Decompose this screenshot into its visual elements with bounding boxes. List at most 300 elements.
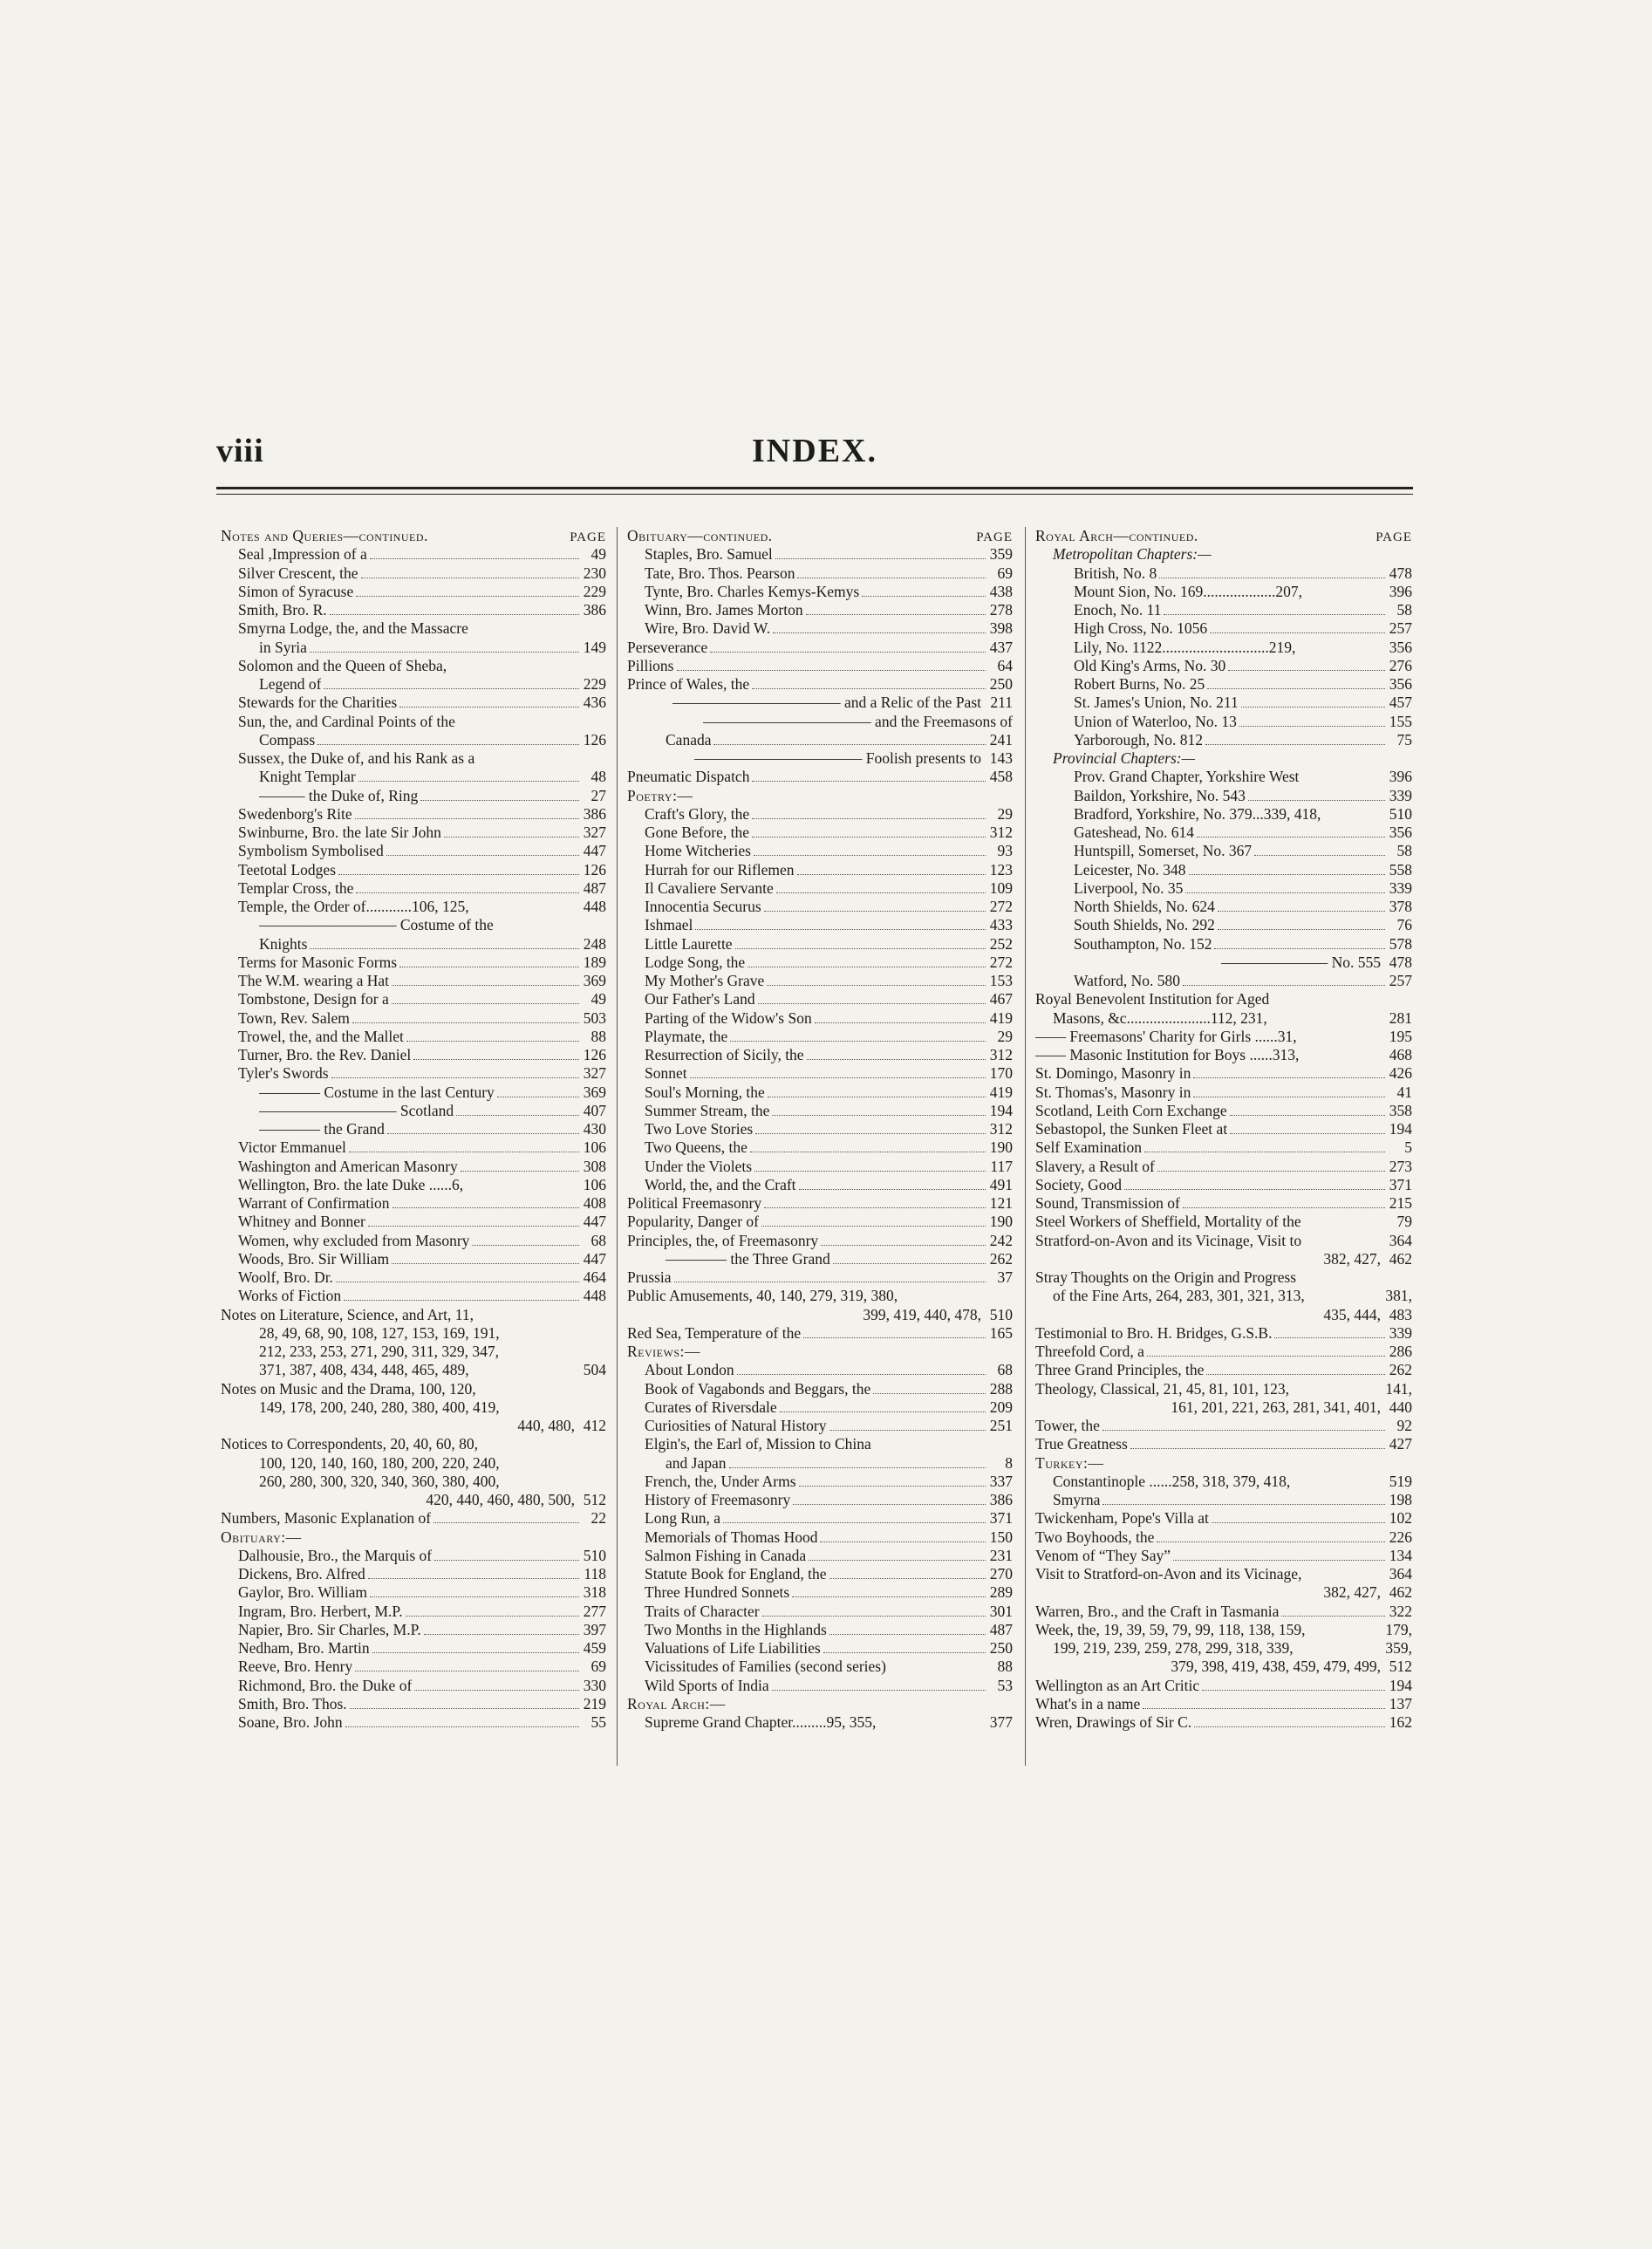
entry-text: ——————— No. 555 bbox=[1220, 953, 1381, 971]
dot-leader bbox=[392, 1003, 579, 1004]
entry-text: 100, 120, 140, 160, 180, 200, 220, 240, bbox=[259, 1453, 500, 1472]
index-entry bbox=[221, 1158, 606, 1176]
dot-leader bbox=[330, 614, 579, 615]
page-number: 121 bbox=[989, 1194, 1013, 1212]
entry-text: Soul's Morning, the bbox=[645, 1083, 765, 1101]
page-number: 48 bbox=[590, 768, 606, 786]
page-number: 386 bbox=[989, 1491, 1013, 1508]
index-entry bbox=[1035, 916, 1412, 934]
page-number: 371 bbox=[1389, 1175, 1412, 1193]
page-column-label: PAGE bbox=[570, 530, 606, 544]
entry-text: Summer Stream, the bbox=[645, 1101, 770, 1119]
entry-text: My Mother's Grave bbox=[645, 972, 765, 989]
index-entry bbox=[627, 990, 1013, 1008]
index-entry bbox=[1035, 972, 1412, 990]
dot-leader bbox=[1218, 929, 1385, 930]
index-entry bbox=[627, 1324, 1013, 1343]
dot-leader bbox=[1205, 744, 1385, 745]
index-entry bbox=[627, 1250, 1013, 1268]
index-entry bbox=[221, 545, 606, 564]
page-number: 369 bbox=[583, 972, 606, 989]
dot-leader bbox=[754, 1171, 986, 1172]
entry-text: Parting of the Widow's Son bbox=[645, 1008, 812, 1027]
index-entry bbox=[627, 1380, 1013, 1398]
entry-text: ————————— Scotland bbox=[259, 1101, 454, 1119]
index-entry bbox=[1035, 1621, 1412, 1639]
entry-text: Long Run, a bbox=[645, 1509, 721, 1528]
page-number: 27 bbox=[590, 786, 606, 804]
dot-leader bbox=[713, 744, 986, 745]
index-entry bbox=[1035, 1064, 1412, 1083]
entry-text: Il Cavaliere Servante bbox=[645, 878, 774, 897]
dot-leader bbox=[456, 1115, 579, 1116]
entry-text: Steel Workers of Sheffield, Mortality of the bbox=[1035, 1213, 1301, 1231]
entry-text: Elgin's, the Earl of, Mission to China bbox=[645, 1435, 871, 1453]
dot-leader bbox=[729, 1467, 986, 1468]
index-entry bbox=[221, 1120, 606, 1138]
page-number: 510 bbox=[989, 1305, 1013, 1323]
entry-text: Society, Good bbox=[1035, 1175, 1122, 1193]
entry-text: Women, why excluded from Masonry bbox=[238, 1231, 470, 1249]
entry-text: Baildon, Yorkshire, No. 543 bbox=[1074, 786, 1246, 804]
page-number: 519 bbox=[1389, 1472, 1412, 1490]
page-number: 8 bbox=[1005, 1453, 1013, 1472]
entry-text: Lily, No. 1122............................219, bbox=[1074, 638, 1296, 656]
page-number: 262 bbox=[1389, 1361, 1412, 1379]
entry-text: Our Father's Land bbox=[645, 990, 755, 1008]
page-number: 377 bbox=[989, 1713, 1013, 1731]
index-entry bbox=[221, 1491, 606, 1509]
dot-leader bbox=[1254, 855, 1385, 856]
entry-text: ——————————— and a Relic of the Past bbox=[672, 694, 981, 712]
dot-leader bbox=[752, 818, 986, 819]
page-number: 251 bbox=[989, 1417, 1013, 1434]
index-entry bbox=[1035, 601, 1412, 619]
entry-text: Valuations of Life Liabilities bbox=[645, 1639, 821, 1657]
entry-text: Three Hundred Sonnets bbox=[645, 1583, 790, 1602]
index-entry bbox=[627, 1417, 1013, 1435]
index-entry bbox=[627, 657, 1013, 675]
entry-text: St. Domingo, Masonry in bbox=[1035, 1064, 1191, 1083]
page-number: 231 bbox=[989, 1546, 1013, 1564]
page-number: 468 bbox=[1389, 1046, 1412, 1063]
index-entry bbox=[1035, 935, 1412, 954]
entry-text: Sebastopol, the Sunken Fleet at bbox=[1035, 1120, 1228, 1138]
page-number: 141, bbox=[1385, 1379, 1412, 1398]
entry-text: Solomon and the Queen of Sheba, bbox=[238, 656, 447, 674]
entry-text: Under the Violets bbox=[645, 1157, 753, 1175]
page-number: 339 bbox=[1389, 878, 1412, 897]
index-entry bbox=[627, 1565, 1013, 1583]
index-entry bbox=[1035, 1046, 1412, 1064]
index-entry bbox=[221, 1454, 606, 1473]
index-entry bbox=[221, 1250, 606, 1268]
index-entry bbox=[1035, 1528, 1412, 1547]
dot-leader bbox=[406, 1616, 579, 1617]
page-number: 229 bbox=[583, 582, 606, 600]
index-entry bbox=[1035, 731, 1412, 749]
index-column-2 bbox=[627, 527, 1013, 1732]
index-entry bbox=[221, 1603, 606, 1621]
dot-leader bbox=[1183, 985, 1385, 986]
entry-text: Home Witcheries bbox=[645, 842, 751, 860]
entry-text: Soane, Bro. John bbox=[238, 1713, 343, 1731]
page-number: 312 bbox=[989, 824, 1013, 841]
index-entry bbox=[1035, 1547, 1412, 1565]
entry-text: Warren, Bro., and the Craft in Tasmania bbox=[1035, 1602, 1280, 1620]
index-entry bbox=[1035, 1287, 1412, 1305]
entry-text: Little Laurette bbox=[645, 934, 733, 953]
page-number: 381, bbox=[1385, 1287, 1412, 1305]
page-number: 464 bbox=[583, 1268, 606, 1286]
index-heading bbox=[1035, 749, 1412, 768]
dot-leader bbox=[1228, 670, 1385, 671]
entry-text: Terms for Masonic Forms bbox=[238, 953, 398, 971]
index-entry bbox=[627, 545, 1013, 564]
index-column-1 bbox=[221, 527, 606, 1732]
index-heading bbox=[1035, 527, 1412, 545]
entry-text: Venom of “They Say” bbox=[1035, 1546, 1171, 1564]
dot-leader bbox=[1206, 1374, 1385, 1375]
entry-text: Wire, Bro. David W. bbox=[645, 619, 771, 638]
index-entry bbox=[221, 1677, 606, 1695]
index-entry bbox=[1035, 1194, 1412, 1213]
index-entry bbox=[1035, 787, 1412, 805]
dot-leader bbox=[755, 1133, 986, 1134]
dot-leader bbox=[356, 892, 579, 893]
entry-text: Book of Vagabonds and Beggars, the bbox=[645, 1379, 871, 1398]
entry-text: Notes on Literature, Science, and Art, 11, bbox=[221, 1305, 474, 1323]
page-number: 467 bbox=[989, 990, 1013, 1008]
dot-leader bbox=[370, 1596, 579, 1597]
index-entry bbox=[221, 1083, 606, 1102]
index-entry bbox=[1035, 694, 1412, 712]
entry-text: Simon of Syracuse bbox=[238, 582, 354, 600]
index-entry bbox=[1035, 1603, 1412, 1621]
page-number: 412 bbox=[583, 1417, 606, 1434]
entry-text: Poetry:— bbox=[627, 786, 693, 804]
index-entry bbox=[627, 583, 1013, 601]
entry-text: Gateshead, No. 614 bbox=[1074, 824, 1195, 841]
page-number: 143 bbox=[989, 749, 1013, 767]
index-entry bbox=[221, 1213, 606, 1231]
dot-leader bbox=[317, 744, 579, 745]
dot-leader bbox=[1189, 874, 1385, 875]
page-number: 211 bbox=[990, 694, 1013, 712]
index-entry bbox=[627, 1213, 1013, 1231]
index-entry bbox=[221, 1695, 606, 1713]
entry-text: Vicissitudes of Families (second series) bbox=[645, 1658, 886, 1676]
index-entry bbox=[1035, 1232, 1412, 1250]
index-entry bbox=[1035, 842, 1412, 860]
dot-leader bbox=[823, 1652, 986, 1653]
dot-leader bbox=[368, 1578, 579, 1579]
page-number: 153 bbox=[989, 972, 1013, 989]
entry-text: St. Thomas's, Masonry in bbox=[1035, 1083, 1191, 1101]
index-entry bbox=[221, 1621, 606, 1639]
index-entry bbox=[627, 1473, 1013, 1491]
entry-text: Dalhousie, Bro., the Marquis of bbox=[238, 1546, 433, 1564]
dot-leader bbox=[399, 707, 579, 708]
entry-text: Lodge Song, the bbox=[645, 953, 746, 971]
page-number: 478 bbox=[1389, 953, 1412, 971]
entry-text: Whitney and Bonner bbox=[238, 1213, 365, 1231]
index-entry bbox=[1035, 861, 1412, 879]
page-number: 491 bbox=[989, 1175, 1013, 1193]
index-entry bbox=[1035, 805, 1412, 824]
entry-text: Visit to Stratford-on-Avon and its Vicinage, bbox=[1035, 1565, 1302, 1583]
index-entry bbox=[221, 1009, 606, 1028]
page-number: 88 bbox=[590, 1027, 606, 1045]
index-entry bbox=[221, 694, 606, 712]
entry-text: Nedham, Bro. Martin bbox=[238, 1639, 370, 1657]
page-number: 194 bbox=[1389, 1120, 1412, 1138]
index-entry bbox=[627, 1287, 1013, 1305]
index-entry bbox=[221, 898, 606, 916]
index-heading bbox=[221, 1528, 606, 1547]
index-entry bbox=[627, 639, 1013, 657]
page-number: 308 bbox=[583, 1157, 606, 1175]
entry-text: Smith, Bro. Thos. bbox=[238, 1694, 347, 1712]
index-entry bbox=[1035, 1250, 1412, 1268]
entry-text: Wild Sports of India bbox=[645, 1676, 769, 1694]
page-number: 278 bbox=[989, 601, 1013, 619]
page-number: 195 bbox=[1389, 1027, 1412, 1045]
entry-text: Wellington as an Art Critic bbox=[1035, 1676, 1200, 1694]
page-number: 219 bbox=[583, 1694, 606, 1712]
page-number: 106 bbox=[583, 1175, 606, 1193]
entry-text: Political Freemasonry bbox=[627, 1194, 762, 1212]
entry-text: 212, 233, 253, 271, 290, 311, 329, 347, bbox=[259, 1343, 499, 1360]
index-column-3 bbox=[1035, 527, 1412, 1732]
dot-leader bbox=[807, 1059, 986, 1060]
dot-leader bbox=[1193, 1077, 1385, 1078]
page-number: 257 bbox=[1389, 619, 1412, 638]
index-entry bbox=[221, 601, 606, 619]
entry-text: Temple, the Order of............106, 125, bbox=[238, 898, 469, 915]
dot-leader bbox=[434, 1560, 579, 1561]
index-entry bbox=[221, 1361, 606, 1379]
column-divider bbox=[1025, 527, 1026, 1766]
page-number: 5 bbox=[1404, 1138, 1412, 1157]
dot-leader bbox=[1218, 911, 1385, 912]
page-number: 359 bbox=[989, 545, 1013, 564]
dot-leader bbox=[821, 1245, 986, 1246]
page-column-label: PAGE bbox=[976, 530, 1013, 544]
entry-text: Tynte, Bro. Charles Kemys-Kemys bbox=[645, 582, 860, 600]
page-number: 419 bbox=[989, 1083, 1013, 1101]
entry-text: of the Fine Arts, 264, 283, 301, 321, 313, bbox=[1053, 1287, 1305, 1305]
index-entry bbox=[627, 824, 1013, 842]
index-entry bbox=[1035, 619, 1412, 638]
page-number: 378 bbox=[1389, 898, 1412, 915]
page-number: 257 bbox=[1389, 972, 1412, 989]
index-entry bbox=[627, 1528, 1013, 1547]
entry-text: South Shields, No. 292 bbox=[1074, 916, 1215, 934]
index-entry bbox=[221, 1583, 606, 1602]
entry-text: Pillions bbox=[627, 656, 674, 674]
page-number: 76 bbox=[1396, 916, 1412, 934]
index-entry bbox=[1035, 1361, 1412, 1379]
dot-leader bbox=[752, 688, 986, 689]
page-number: 102 bbox=[1389, 1509, 1412, 1528]
entry-text: Reeve, Bro. Henry bbox=[238, 1658, 353, 1676]
page-number: 68 bbox=[590, 1231, 606, 1249]
dot-leader bbox=[413, 1059, 579, 1060]
dot-leader bbox=[1241, 707, 1385, 708]
entry-text: Richmond, Bro. the Duke of bbox=[238, 1676, 413, 1694]
dot-leader bbox=[761, 1226, 986, 1227]
page-number: 53 bbox=[997, 1676, 1013, 1694]
index-entry bbox=[1035, 1102, 1412, 1120]
entry-text: Provincial Chapters:— bbox=[1053, 749, 1196, 767]
entry-text: 260, 280, 300, 320, 340, 360, 380, 400, bbox=[259, 1472, 500, 1490]
index-entry bbox=[627, 749, 1013, 768]
page-title: INDEX. bbox=[752, 433, 877, 469]
page-number: 462 bbox=[1389, 1583, 1412, 1602]
page-number: 364 bbox=[1389, 1565, 1412, 1583]
index-entry bbox=[221, 990, 606, 1008]
page-number: 462 bbox=[1389, 1249, 1412, 1268]
dot-leader bbox=[345, 1726, 579, 1727]
entry-text: —— Masonic Institution for Boys ......313, bbox=[1035, 1046, 1300, 1063]
dot-leader bbox=[1173, 1560, 1385, 1561]
index-entry bbox=[221, 972, 606, 990]
index-entry bbox=[221, 1324, 606, 1343]
page-number: 179, bbox=[1385, 1620, 1412, 1638]
entry-text: Stewards for the Charities bbox=[238, 694, 398, 712]
entry-text: ——————————— Foolish presents to bbox=[693, 749, 981, 767]
entry-text: Royal Benevolent Institution for Aged bbox=[1035, 990, 1270, 1008]
index-entry bbox=[221, 768, 606, 786]
entry-text: 161, 201, 221, 263, 281, 341, 401, bbox=[1171, 1398, 1381, 1416]
dot-leader bbox=[324, 688, 579, 689]
index-entry bbox=[221, 1343, 606, 1361]
dot-leader bbox=[799, 1486, 986, 1487]
entry-text: Public Amusements, 40, 140, 279, 319, 380, bbox=[627, 1287, 898, 1305]
dot-leader bbox=[1102, 1430, 1385, 1431]
page-number: 510 bbox=[1389, 804, 1412, 823]
entry-text: Canada bbox=[666, 730, 712, 749]
page-number: 447 bbox=[583, 1213, 606, 1231]
entry-text: Napier, Bro. Sir Charles, M.P. bbox=[238, 1620, 421, 1638]
entry-text: 199, 219, 239, 259, 278, 299, 318, 339, bbox=[1053, 1639, 1294, 1657]
dot-leader bbox=[1157, 1171, 1385, 1172]
entry-text: 420, 440, 460, 480, 500, bbox=[426, 1491, 575, 1508]
dot-leader bbox=[338, 874, 579, 875]
page-number: 165 bbox=[989, 1323, 1013, 1342]
dot-leader bbox=[710, 652, 986, 653]
index-entry bbox=[221, 564, 606, 583]
page-number: 198 bbox=[1389, 1491, 1412, 1508]
page-number: 504 bbox=[583, 1361, 606, 1379]
page-number: 126 bbox=[583, 1046, 606, 1063]
page-number: 126 bbox=[583, 860, 606, 878]
page-number: 58 bbox=[1396, 842, 1412, 860]
entry-text: Sonnet bbox=[645, 1064, 687, 1083]
dot-leader bbox=[350, 1708, 579, 1709]
page-number: 270 bbox=[989, 1565, 1013, 1583]
entry-text: Sun, the, and Cardinal Points of the bbox=[238, 712, 455, 730]
page-number: 209 bbox=[989, 1398, 1013, 1416]
index-entry bbox=[627, 1435, 1013, 1453]
page-number: 277 bbox=[583, 1602, 606, 1620]
entry-text: Obituary—continued. bbox=[627, 527, 773, 544]
page-number: 226 bbox=[1389, 1528, 1412, 1546]
index-entry bbox=[627, 1454, 1013, 1473]
entry-text: Prov. Grand Chapter, Yorkshire West bbox=[1074, 768, 1300, 786]
page-number: 437 bbox=[989, 638, 1013, 656]
page-number: 447 bbox=[583, 1249, 606, 1268]
index-entry bbox=[627, 1120, 1013, 1138]
entry-text: Knight Templar bbox=[259, 768, 356, 786]
dot-leader bbox=[387, 1133, 579, 1134]
page-number: 503 bbox=[583, 1008, 606, 1027]
page-number: 123 bbox=[989, 860, 1013, 878]
page-number: 276 bbox=[1389, 656, 1412, 674]
dot-leader bbox=[1207, 688, 1385, 689]
page-number: 262 bbox=[989, 1249, 1013, 1268]
entry-text: 440, 480, bbox=[517, 1417, 575, 1434]
entry-text: Notices to Correspondents, 20, 40, 60, 80, bbox=[221, 1435, 479, 1453]
index-entry bbox=[627, 1491, 1013, 1509]
dot-leader bbox=[764, 911, 986, 912]
dot-leader bbox=[695, 929, 986, 930]
page-number: 427 bbox=[1389, 1435, 1412, 1453]
entry-text: Smyrna bbox=[1053, 1491, 1101, 1508]
entry-text: Enoch, No. 11 bbox=[1074, 601, 1162, 619]
entry-text: 435, 444, bbox=[1323, 1305, 1381, 1323]
entry-text: Stray Thoughts on the Origin and Progress bbox=[1035, 1268, 1297, 1286]
entry-text: Leicester, No. 348 bbox=[1074, 860, 1186, 878]
entry-text: The W.M. wearing a Hat bbox=[238, 972, 390, 989]
dot-leader bbox=[1147, 1356, 1385, 1357]
entry-text: Stratford-on-Avon and its Vicinage, Visit to bbox=[1035, 1231, 1302, 1249]
index-entry bbox=[1035, 1435, 1412, 1453]
index-entry bbox=[221, 675, 606, 694]
index-entry bbox=[221, 954, 606, 972]
entry-text: Compass bbox=[259, 730, 316, 749]
page-number: 358 bbox=[1389, 1101, 1412, 1119]
entry-text: Prussia bbox=[627, 1268, 672, 1286]
entry-text: Royal Arch:— bbox=[627, 1694, 726, 1712]
page-number: 58 bbox=[1396, 601, 1412, 619]
page-number: 109 bbox=[989, 878, 1013, 897]
page-number: 162 bbox=[1389, 1713, 1412, 1731]
page-number: 512 bbox=[583, 1491, 606, 1508]
entry-text: World, the, and the Craft bbox=[645, 1175, 796, 1193]
index-entry bbox=[627, 694, 1013, 712]
index-entry bbox=[1035, 1120, 1412, 1138]
dot-leader bbox=[1274, 1337, 1385, 1338]
entry-text: Playmate, the bbox=[645, 1027, 728, 1045]
index-entry bbox=[627, 879, 1013, 898]
page-number: 339 bbox=[1389, 786, 1412, 804]
page-number: 438 bbox=[989, 582, 1013, 600]
index-entry bbox=[627, 1547, 1013, 1565]
entry-text: Works of Fiction bbox=[238, 1287, 342, 1305]
index-entry bbox=[1035, 1713, 1412, 1732]
index-entry bbox=[627, 1138, 1013, 1157]
index-entry bbox=[221, 1473, 606, 1491]
index-entry bbox=[1035, 1565, 1412, 1583]
page-number: 301 bbox=[989, 1602, 1013, 1620]
index-entry bbox=[1035, 879, 1412, 898]
page-number: 398 bbox=[989, 619, 1013, 638]
index-entry bbox=[221, 1380, 606, 1398]
dot-leader bbox=[772, 1690, 986, 1691]
entry-text: History of Freemasonry bbox=[645, 1491, 791, 1508]
